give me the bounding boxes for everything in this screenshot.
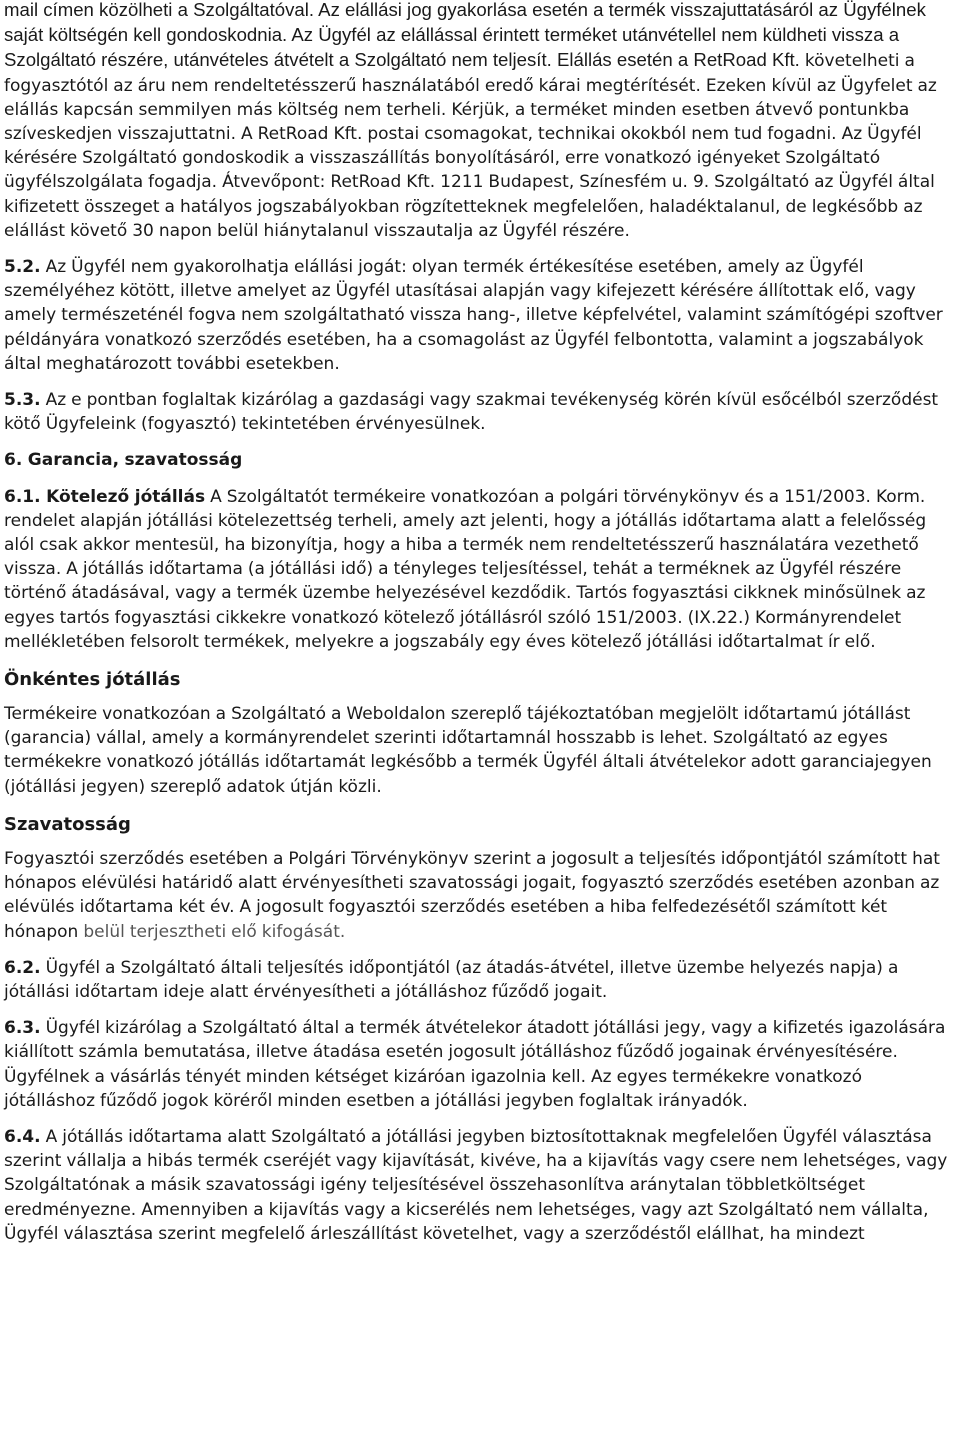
section-6-heading: 6. Garancia, szavatosság	[4, 450, 243, 471]
voluntary-warranty-text: Termékeire vonatkozóan a Szolgáltató a Weboldalon szereplő tájékoztatóban megjelölt időtartamú jótállást (garancia) vállal, amely a kormányrendelet szerinti időtartamnál hosszabb is lehet. Szolgáltató az egyes termékekre vonatkozó jótállás időtartamát legkésőbb a termék Ügyfél általi átvételekor adott garanciajegyen (jótállási jegyen) szereplő adatok útján közli.	[4, 704, 932, 797]
section-6-4	[4, 1125, 956, 1246]
section-5-2-text: Az Ügyfél nem gyakorolhatja elállási jogát: olyan termék értékesítése esetében, amely az Ügyfél személyéhez kötött, illetve amelyet az Ügyfél utasításai alapján vagy kifejezett kérésére állítottak elő, vagy amely természeténél fogva nem szolgáltatható vissza hang-, illetve képfelvétel, valamint számítógépi szoftver példányára vonatkozó szerződés esetében, ha a csomagolást az Ügyfél felbontotta, valamint a jogszabályok által meghatározott további esetekben.	[4, 257, 943, 374]
section-6-3	[4, 1016, 956, 1113]
section-6-2-number: 6.2.	[4, 957, 41, 978]
warranty-paragraph	[4, 847, 956, 944]
warranty-text: Fogyasztói szerződés esetében a Polgári Törvénykönyv szerint a jogosult a teljesítés időpontjától számított hat hónapos elévülési határidő alatt érvényesítheti szavatossági jogait, fogyasztó szerződés esetében azonban az elévülés időtartama két év. A jogosult fogyasztói szerződés esetében a hiba felfedezésétől számított két hónapon	[4, 848, 940, 942]
section-6-3-number: 6.3.	[4, 1018, 41, 1039]
section-6-4-text: A jótállás időtartama alatt Szolgáltató a jótállási jegyben biztosítottaknak megfelelően Ügyfél választása szerint vállalja a hibás termék cseréjét vagy kijavítását, kivéve, ha a kijavítás vagy csere nem lehetséges, vagy Szolgáltatónak a másik szavatossági igény teljesítésével összehasonlítva aránytalan többletköltséget eredményezne. Amennyiben a kijavítás vagy a kicserélés nem lehetséges, vagy azt Szolgáltató nem vállalta, Ügyfél választása szerint megfelelő árleszállítást követelhet, vagy a szerződéstől elállhat, ha mindezt	[4, 1126, 948, 1244]
warranty-text-faded: belül terjesztheti elő kifogását.	[83, 921, 346, 942]
section-6-1-number: 6.1.	[4, 486, 41, 507]
warranty-heading: Szavatosság	[4, 813, 131, 835]
section-5-2	[4, 255, 956, 376]
section-5-3	[4, 388, 956, 436]
section-6-3-text: Ügyfél kizárólag a Szolgáltató által a termék átvételekor átadott jótállási jegy, vagy a kifizetés igazolására kiállított számla bemutatása, illetve átadása esetén jogosult jótálláshoz fűződő jogainak érvényesítésére. Ügyfélnek a vásárlás tényét minden kétséget kizáróan igazolnia kell. Az egyes termékekre vonatkozó jótálláshoz fűződő jogok köréről minden esetben a jótállási jegyben foglaltak irányadók.	[4, 1018, 946, 1111]
intro-text-part-a: mail címen közölheti a Szolgáltatóval. Az elállási jog gyakorlása esetén a termék visszajuttatásáról az Ügyfélnek saját költségén kell gondoskodnia. Az Ügyfél az elállással érintett terméket utánvétellel nem küldheti vissza a Szolgáltató részére, utánvételes átvételt a Szolgáltató nem teljesít. Elállás esetén a RetRoad Kft.	[4, 0, 926, 71]
section-6-1	[4, 485, 956, 654]
section-6-1-title: Kötelező jótállás	[40, 486, 206, 507]
intro-paragraph	[4, 0, 956, 243]
section-5-2-number: 5.2.	[4, 257, 41, 278]
intro-text-part-b: követelheti a fogyasztótól az áru nem rendeltetésszerű használatából eredő kárai megtérítését. Ezeken kívül az Ügyfelet az elállás kapcsán semmilyen más költség nem terheli. Kérjük, a terméket minden esetben átvevő pontunkba szíveskedjen visszajuttatni. A RetRoad Kft. postai csomagokat, technikai okokból nem tud fogadni. Az Ügyfél kérésére Szolgáltató gondoskodik a visszaszállítás bonyolításáról, erre vonatkozó igényeket Szolgáltató ügyfélszolgálata fogadja. Átvevőpont: RetRoad Kft. 1211 Budapest, Színesfém u. 9. Szolgáltató az Ügyfél által kifizetett összeget a hatályos jogszabályokban rögzítetteknek megfelelően, haladéktalanul, de legkésőbb az elállást követő 30 napon belül hiánytalanul visszautalja az Ügyfél részére.	[4, 51, 937, 241]
section-6-1-text: A Szolgáltatót termékeire vonatkozóan a polgári törvénykönyv és a 151/2003. Korm. rendelet alapján jótállási kötelezettség terheli, amely azt jelenti, hogy a jótállás időtartama alatt a felelősség alól csak akkor mentesül, ha bizonyítja, hogy a hiba a termék nem rendeltetésszerű használatára vezethető vissza. A jótállás időtartama (a jótállási idő) a tényleges teljesítéssel, tehát a terméknek az Ügyfél részére történő átadásával, vagy a termék üzembe helyezésével kezdődik. Tartós fogyasztási cikknek minősülnek az egyes tartós fogyasztási cikkekre vonatkozó kötelező jótállásról szóló 151/2003. (IX.22.) Kormányrendelet mellékletében felsorolt termékek, melyekre a jogszabály egy éves kötelező jótállási időtartalmat ír elő.	[4, 486, 927, 652]
document-page	[4, 0, 956, 1246]
section-5-3-text: Az e pontban foglaltak kizárólag a gazdasági vagy szakmai tevékenység körén kívül esőcélból szerződést kötő Ügyfeleink (fogyasztó) tekintetében érvényesülnek.	[4, 390, 939, 435]
voluntary-warranty-heading: Önkéntes jótállás	[4, 669, 181, 691]
section-5-3-number: 5.3.	[4, 390, 41, 411]
section-6-2	[4, 956, 956, 1004]
section-6-4-number: 6.4.	[4, 1126, 41, 1147]
section-6-2-text: Ügyfél a Szolgáltató általi teljesítés időpontjától (az átadás-átvétel, illetve üzembe helyezés napja) a jótállási időtartam ideje alatt érvényesítheti a jótálláshoz fűződő jogait.	[4, 957, 899, 1002]
